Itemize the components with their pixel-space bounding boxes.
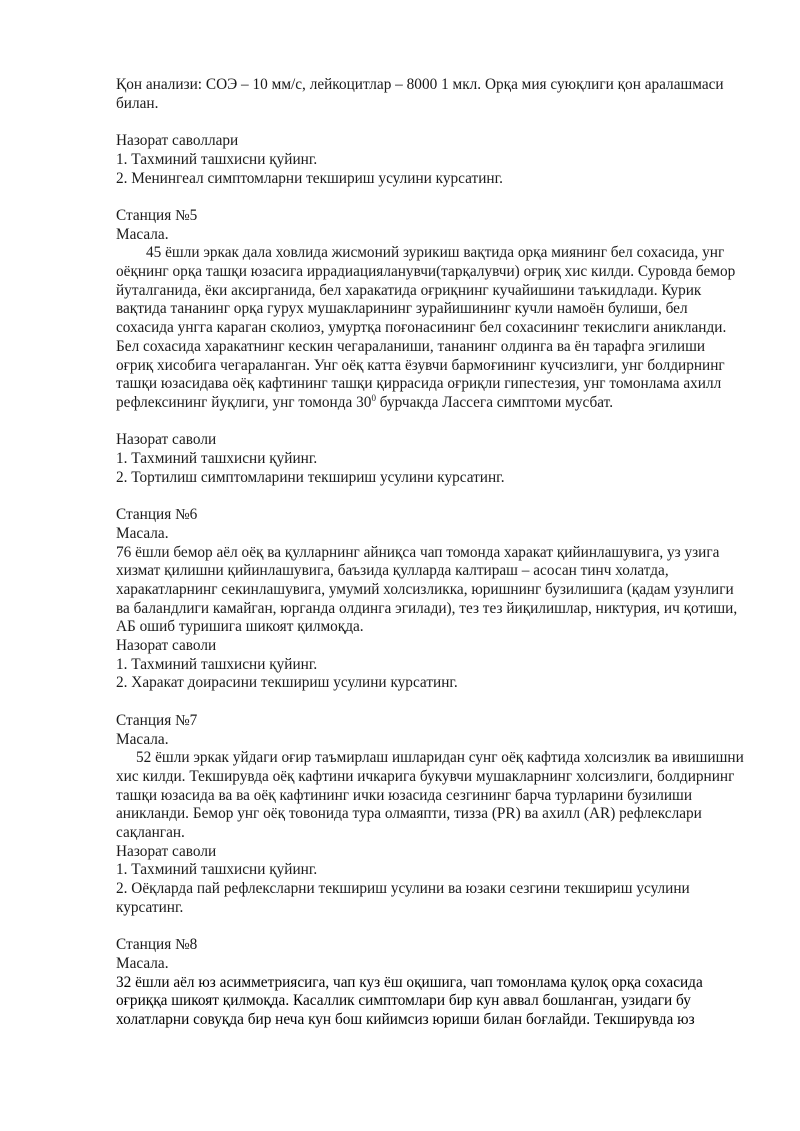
control-question: 2. Менингеал симптомларни текшириш усулини курсатинг.: [116, 169, 503, 187]
station-5-case-text: [116, 244, 744, 412]
control-question: 1. Тахминий ташхисни қуйинг.: [116, 861, 318, 879]
degree-superscript: 0: [371, 392, 376, 403]
control-question-heading: Назорат саволи: [116, 842, 217, 860]
station-6-title: Станция №6: [116, 506, 198, 524]
station-7-case-text: 52 ёшли эркак уйдаги оғир таъмирлаш ишларидан сунг оёқ кафтида холсизлик ва ивишишни хис килди. Текширувда оёқ кафтини ичкарига букувчи мушакларнинг холсизлиги, болдирнинг ташқи юзасида ва ва оёқ кафтининг ички юзасида сезгининг барча турларини бузилиши аникланди. Бемор унг оёқ товонида тура олмаяпти, тизза (PR) ва ахилл (AR) рефлекслари сақланган.: [116, 749, 744, 842]
task-label: Масала.: [116, 225, 169, 243]
control-question: 2. Тортилиш симптомларини текшириш усулини курсатинг.: [116, 468, 505, 486]
task-label: Масала.: [116, 524, 169, 542]
case-text-end: бурчакда Лассега симптоми мусбат.: [375, 393, 614, 411]
document-page: [116, 76, 744, 1030]
spacer: [116, 188, 744, 207]
spacer: [116, 693, 744, 712]
station-5-title: Станция №5: [116, 206, 198, 224]
case-text-main: 45 ёшли эркак дала ховлида жисмоний зурикиш вақтида орқа миянинг бел сохасида, унг оёқнинг орқа ташқи юзасига иррадиацияланувчи(тарқалувчи) оғриқ хис килди. Суровда бемор йуталганида, ёки аксирганида, бел харакатида оғриқнинг кучайишини таъкидлади. Курик вақтида тананинг орқа гурух мушакларининг зурайишининг кучли намоён булиши, бел сохасида унгга караган сколиоз, умуртқа поғонасининг бел сохасининг текислиги аникланди. Бел сохасида харакатнинг кескин чегараланиши, тананинг олдинга ва ён тарафга эгилиши оғриқ хисобига чегараланган. Унг оёқ катта ёзувчи бармоғининг кучсизлиги, унг болдирнинг ташқи юзасидава оёқ кафтининг ташқи қиррасида оғриқли гипестезия, унг томонлама ахилл рефлексининг йуқлиги, унг томонда 30: [116, 244, 736, 411]
control-question: 1. Тахминий ташхисни қуйинг.: [116, 450, 318, 468]
task-label: Масала.: [116, 730, 169, 748]
station-8-case-text: 32 ёшли аёл юз асимметриясига, чап куз ёш оқишига, чап томонлама қулоқ орқа сохасида оғриққа шикоят қилмоқда. Касаллик симптомлари бир кун аввал бошланган, узидаги бу холатларни совуқда бир неча кун бош кийимсиз юриши билан боғлайди. Текширувда юз: [116, 973, 703, 1029]
task-label: Масала.: [116, 954, 169, 972]
spacer: [116, 113, 744, 132]
control-question: 1. Тахминий ташхисни қуйинг.: [116, 150, 318, 168]
control-question-heading: Назорат саволи: [116, 637, 217, 655]
control-question: 1. Тахминий ташхисни қуйинг.: [116, 655, 318, 673]
lab-results-paragraph: Қон анализи: СОЭ – 10 мм/с, лейкоцитлар – 8000 1 мкл. Орқа мия суюқлиги қон аралашмаси билан.: [116, 76, 724, 112]
station-7-title: Станция №7: [116, 711, 198, 729]
spacer: [116, 413, 744, 432]
control-question-heading: Назорат саволи: [116, 431, 217, 449]
control-question: 2. Оёқларда пай рефлексларни текшириш усулини ва юзаки сезгини текшириш усулини курсатинг.: [116, 880, 690, 916]
control-question: 2. Харакат доирасини текшириш усулини курсатинг.: [116, 674, 458, 692]
control-questions-heading: Назорат саволлари: [116, 132, 239, 150]
spacer: [116, 918, 744, 937]
station-6-case-text: 76 ёшли бемор аёл оёқ ва қулларнинг айниқса чап томонда харакат қийинлашувига, уз узига хизмат қилишни қийинлашувига, баъзида қулларда калтираш – асосан тинч холатда, харакатларнинг секинлашувига, умумий холсизликка, юришнинг бузилишига (қадам узунлиги ва баландлиги камайган, юрганда олдинга эгилади), тез тез йиқилишлар, никтурия, ич қотиши, АБ ошиб туришига шикоят қилмоқда.: [116, 543, 738, 636]
station-8-title: Станция №8: [116, 936, 198, 954]
spacer: [116, 487, 744, 506]
